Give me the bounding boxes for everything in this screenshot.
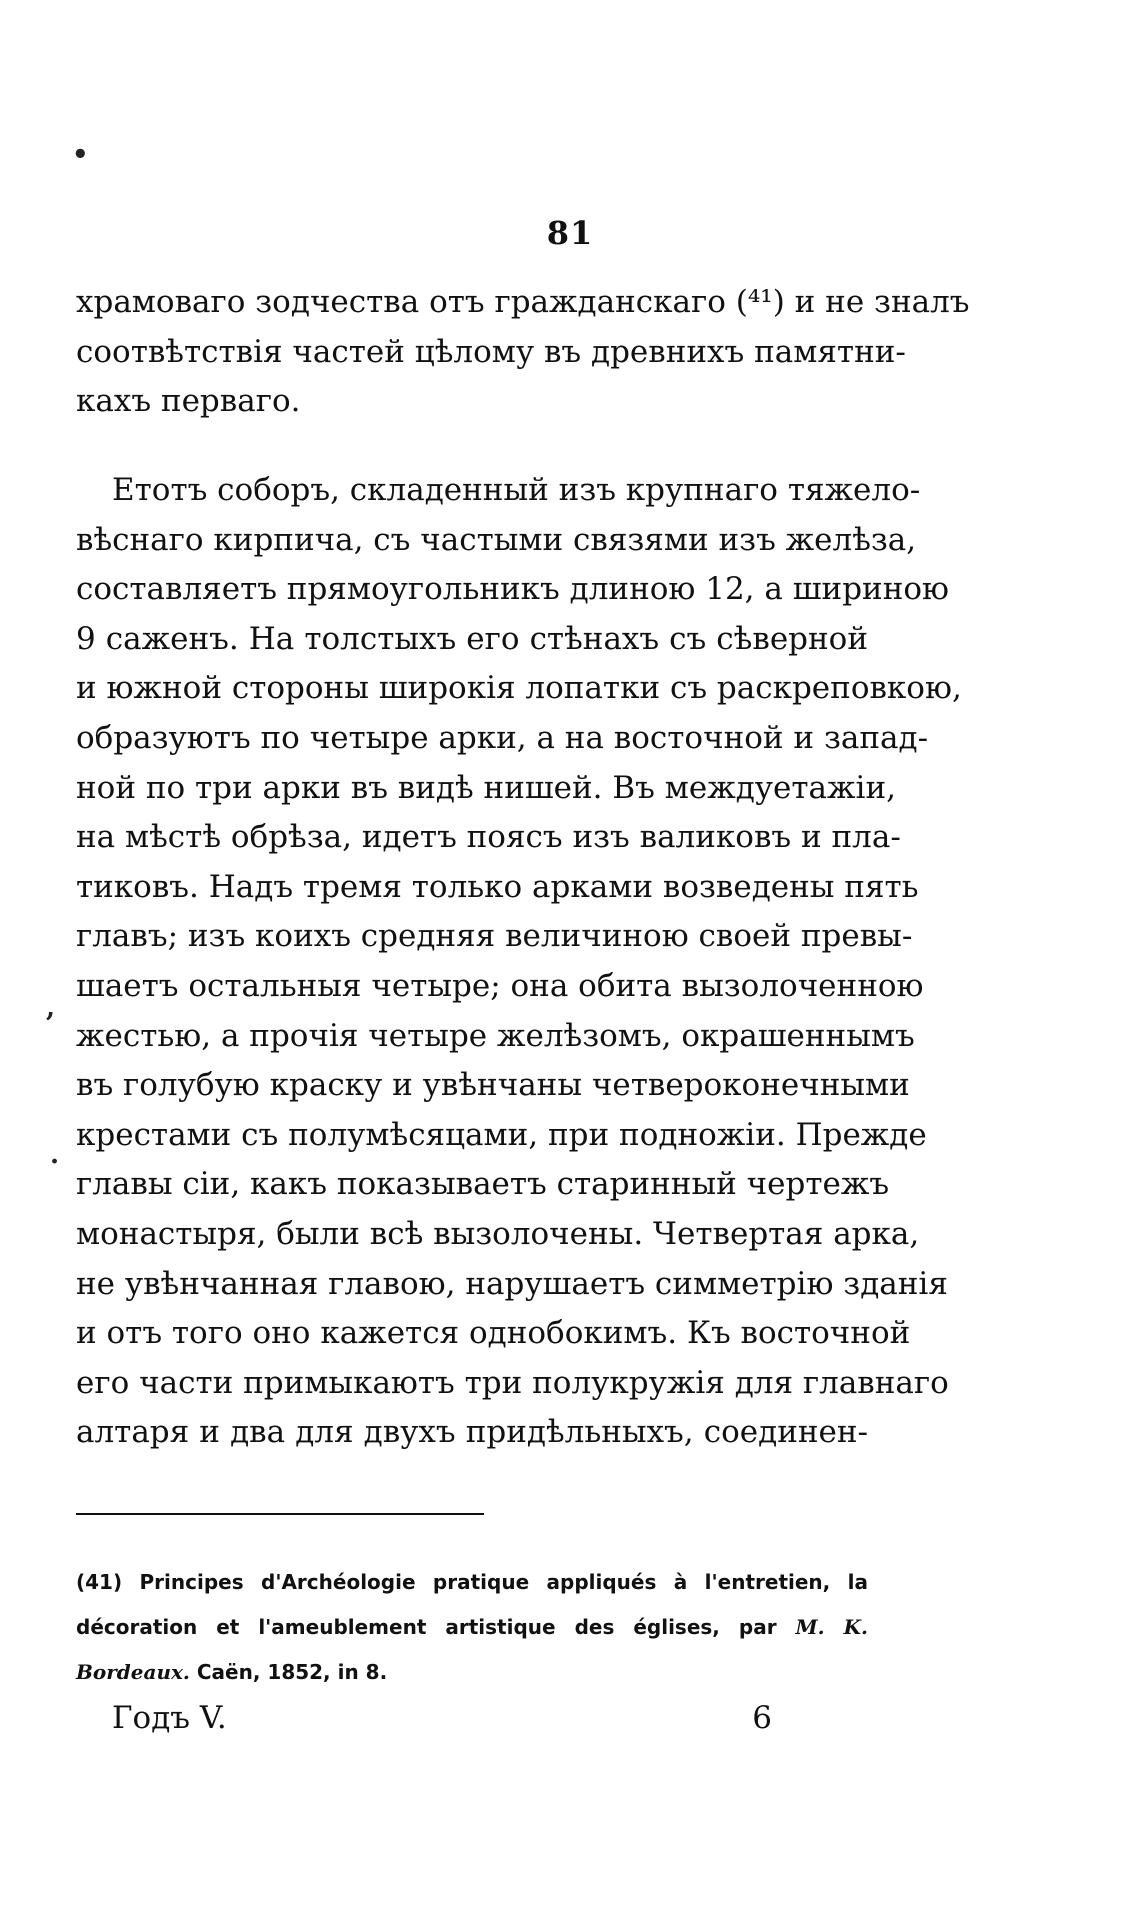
text-line: крестами съ полумѣсяцами, при подножіи. Прежде [76, 1116, 927, 1153]
text-line: тиковъ. Надъ тремя только арками возведены пять [76, 868, 919, 905]
footnote-text: Caën, 1852, in 8. [196, 1660, 388, 1684]
text-line: образуютъ по четыре арки, а на восточной и запад- [76, 719, 929, 756]
text-line: монастыря, были всѣ вызолочены. Четвертая арка, [76, 1215, 920, 1252]
text-line: и отъ того оно кажется однобокимъ. Къ восточной [76, 1315, 911, 1352]
text-line: Етотъ соборъ, складенный изъ крупнаго тяжело- [112, 472, 921, 508]
footnote-line [76, 1605, 868, 1650]
text-line: кахъ перваго. [76, 383, 301, 420]
signature-sheet-number: 6 [752, 1700, 772, 1736]
paragraph-main [76, 466, 962, 1458]
signature-line [112, 1700, 772, 1736]
text-line: жестью, а прочія четыре желѣзомъ, окрашеннымъ [76, 1017, 915, 1054]
footnote-divider [76, 1513, 484, 1515]
footnote-line: (41) Principes d'Archéologie pratique appliqués à l'entretien, la [76, 1570, 868, 1594]
footnote-place: Bordeaux. [76, 1660, 190, 1684]
text-line: главъ; изъ коихъ средняя величиною своей превы- [76, 918, 913, 955]
margin-dot-mark: . [50, 1140, 60, 1170]
paragraph-continuation [76, 278, 970, 427]
text-line: шаетъ остальныя четыре; она обита вызолоченною [76, 967, 924, 1004]
margin-comma-mark: , [46, 993, 56, 1023]
text-line: соотвѣтствія частей цѣлому въ древнихъ памятни- [76, 333, 906, 370]
text-line: главы сіи, какъ показываетъ старинный чертежъ [76, 1166, 890, 1203]
text-line: ной по три арки въ видѣ нишей. Въ междуетажіи, [76, 769, 896, 806]
text-line: на мѣстѣ обрѣза, идетъ поясъ изъ валиковъ и пла- [76, 819, 901, 856]
text-line: его части примыкаютъ три полукружія для главнаго [76, 1364, 949, 1401]
footnote-text: décoration et l'ameublement artistique des églises, par [76, 1615, 777, 1639]
text-line: не увѣнчанная главою, нарушаетъ симметрію зданія [76, 1265, 948, 1302]
signature-volume: Годъ V. [112, 1700, 227, 1736]
margin-dot-mark: • [72, 140, 89, 170]
text-line: и южной стороны широкія лопатки съ раскреповкою, [76, 670, 962, 707]
page-number: 81 [546, 214, 594, 252]
text-line: храмоваго зодчества отъ гражданскаго (⁴¹) и не зналъ [76, 284, 970, 320]
text-line: въ голубую краску и увѣнчаны четвероконечными [76, 1067, 910, 1104]
text-line: вѣснаго кирпича, съ частыми связями изъ желѣза, [76, 521, 917, 558]
footnote [76, 1560, 868, 1695]
footnote-author: M. K. [795, 1615, 868, 1639]
text-line: составляетъ прямоугольникъ длиною 12, а шириною [76, 571, 950, 608]
text-line: 9 саженъ. На толстыхъ его стѣнахъ съ сѣверной [76, 620, 868, 657]
footnote-line [76, 1650, 868, 1695]
text-line: алтаря и два для двухъ придѣльныхъ, соединен- [76, 1414, 868, 1451]
